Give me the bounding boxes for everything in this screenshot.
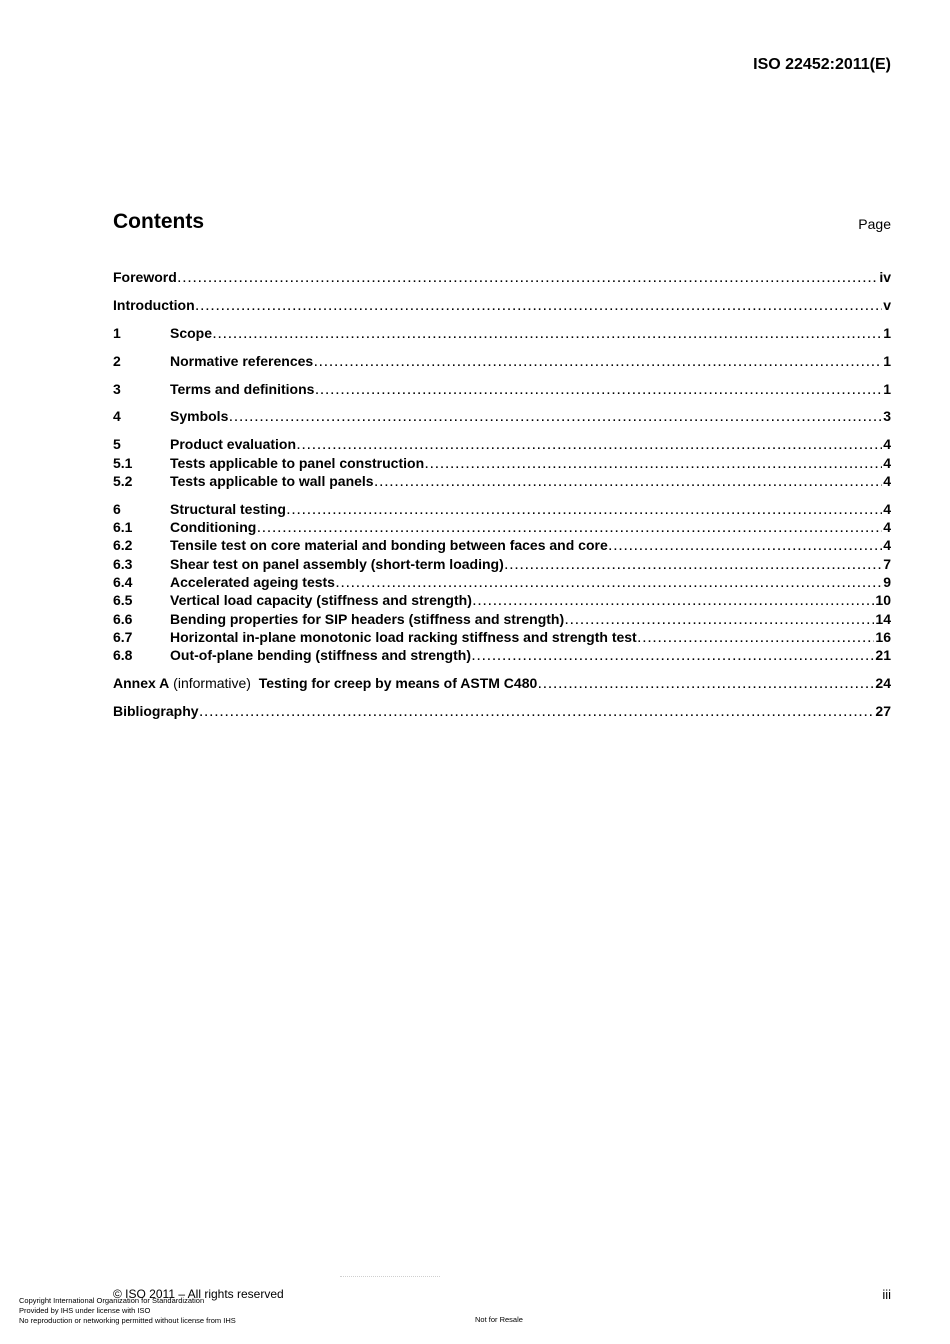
dot-leader xyxy=(315,380,882,398)
toc-entry-title: Tensile test on core material and bonding between faces and core xyxy=(170,537,608,554)
footer-copyright: © ISO 2011 – All rights reserved xyxy=(113,1287,284,1301)
toc-entry-number: 6.6 xyxy=(113,610,133,627)
toc-entry-title: Symbols xyxy=(170,408,229,425)
toc-entry-page: 4 xyxy=(883,537,891,554)
toc-entry-title: Normative references xyxy=(170,352,314,369)
toc-entry-title: Shear test on panel assembly (short-term loading) xyxy=(170,555,504,572)
dot-leader xyxy=(314,352,882,370)
toc-entry[interactable] xyxy=(113,407,891,425)
toc-entry-bibliography[interactable] xyxy=(113,702,891,720)
dot-leader xyxy=(472,646,874,664)
dot-leader xyxy=(297,435,882,453)
toc-entry[interactable] xyxy=(113,628,891,646)
toc-entry-title: Tests applicable to panel construction xyxy=(170,454,425,471)
toc-entry-page: 4 xyxy=(883,519,891,536)
toc-entry-number: 5.2 xyxy=(113,472,133,489)
table-of-contents xyxy=(113,268,891,720)
license-line: No reproduction or networking permitted without license from IHS xyxy=(19,1316,236,1325)
toc-entry-page: 27 xyxy=(875,702,891,719)
dot-leader xyxy=(375,472,883,490)
dot-leader xyxy=(538,674,874,692)
document-id: ISO 22452:2011(E) xyxy=(753,56,891,73)
license-line: Provided by IHS under license with ISO xyxy=(19,1306,151,1315)
license-notice xyxy=(19,1296,236,1326)
toc-entry-page: iv xyxy=(879,269,891,285)
dot-leader xyxy=(565,610,874,628)
toc-entry-page: 21 xyxy=(875,647,891,664)
dot-leader xyxy=(178,268,879,286)
toc-entry-page: 4 xyxy=(883,436,891,453)
toc-entry-title: Out-of-plane bending (stiffness and strength) xyxy=(170,647,471,664)
dot-leader xyxy=(213,324,882,342)
toc-entry-number: 5.1 xyxy=(113,454,133,471)
toc-entry-page: 4 xyxy=(883,472,891,489)
toc-entry-page: 10 xyxy=(875,592,891,609)
toc-entry-title: Tests applicable to wall panels xyxy=(170,472,374,489)
toc-entry-page: 4 xyxy=(883,454,891,471)
toc-entry-page: 9 xyxy=(883,574,891,591)
toc-entry-number: 6.2 xyxy=(113,537,133,554)
toc-entry[interactable] xyxy=(113,472,891,490)
dot-leader xyxy=(229,407,882,425)
toc-entry[interactable] xyxy=(113,646,891,664)
dot-leader xyxy=(336,573,882,591)
toc-entry-title: Product evaluation xyxy=(170,436,297,453)
toc-entry-number: 6 xyxy=(113,500,121,517)
toc-entry-number: 6.7 xyxy=(113,628,133,645)
dot-leader xyxy=(200,702,875,720)
not-for-resale-notice: Not for Resale xyxy=(475,1315,523,1324)
toc-entry-page: 1 xyxy=(883,324,891,341)
toc-entry[interactable] xyxy=(113,268,891,286)
toc-entry[interactable] xyxy=(113,435,891,453)
toc-entry-title: Conditioning xyxy=(170,519,257,536)
toc-entry[interactable] xyxy=(113,380,891,398)
dot-leader xyxy=(473,591,875,609)
toc-entry-number: 6.3 xyxy=(113,555,133,572)
toc-entry[interactable] xyxy=(113,454,891,472)
toc-entry-page: 24 xyxy=(875,675,891,692)
toc-entry[interactable] xyxy=(113,610,891,628)
toc-entry-annex-a[interactable] xyxy=(113,674,891,692)
toc-entry-title: Annex A (informative) Testing for creep by means of ASTM C480 xyxy=(113,675,538,692)
toc-entry[interactable] xyxy=(113,591,891,609)
dot-leader xyxy=(609,536,882,554)
toc-entry-page: 16 xyxy=(875,628,891,645)
toc-entry-page: 14 xyxy=(875,610,891,627)
toc-entry[interactable] xyxy=(113,518,891,536)
toc-entry-page: 3 xyxy=(883,408,891,425)
toc-entry-number: 4 xyxy=(113,408,121,425)
toc-entry-number: 3 xyxy=(113,380,121,397)
toc-entry-page: v xyxy=(883,296,891,313)
toc-entry[interactable] xyxy=(113,352,891,370)
toc-entry-page: 4 xyxy=(883,500,891,517)
dot-leader xyxy=(257,518,882,536)
toc-entry-number: 1 xyxy=(113,324,121,341)
toc-entry-number: 6.8 xyxy=(113,647,133,664)
toc-entry-title: Accelerated ageing tests xyxy=(170,574,335,591)
faint-watermark-line xyxy=(340,1276,440,1278)
toc-entry-number: 6.5 xyxy=(113,592,133,609)
dot-leader xyxy=(638,628,875,646)
toc-entry-title: Structural testing xyxy=(170,500,286,517)
toc-entry-title: Terms and definitions xyxy=(170,380,315,397)
toc-entry-number: 5 xyxy=(113,436,121,453)
toc-entry-title: Horizontal in-plane monotonic load racking stiffness and strength test xyxy=(170,628,637,645)
toc-entry-page: 1 xyxy=(883,352,891,369)
dot-leader xyxy=(505,555,882,573)
dot-leader xyxy=(287,500,882,518)
toc-entry[interactable] xyxy=(113,324,891,342)
toc-entry-title: Introduction xyxy=(113,296,195,313)
toc-entry-title: Scope xyxy=(170,324,213,341)
toc-entry-number: 6.1 xyxy=(113,519,133,536)
toc-entry[interactable] xyxy=(113,573,891,591)
toc-entry-title: Bending properties for SIP headers (stiffness and strength) xyxy=(170,610,565,627)
dot-leader xyxy=(425,454,882,472)
toc-entry-page: 1 xyxy=(883,380,891,397)
toc-entry-number: 2 xyxy=(113,352,121,369)
toc-entry-title: Foreword xyxy=(113,269,177,285)
toc-entry-number: 6.4 xyxy=(113,574,133,591)
toc-entry[interactable] xyxy=(113,555,891,573)
footer-page-number: iii xyxy=(882,1287,891,1302)
toc-entry[interactable] xyxy=(113,500,891,518)
toc-entry-page: 7 xyxy=(883,555,891,572)
contents-heading: Contents xyxy=(113,210,204,233)
toc-entry[interactable] xyxy=(113,536,891,554)
page-column-label: Page xyxy=(858,216,891,232)
license-line: Copyright International Organization for Standardization xyxy=(19,1296,205,1305)
toc-entry-title: Vertical load capacity (stiffness and strength) xyxy=(170,592,472,609)
dot-leader xyxy=(196,296,883,314)
toc-entry-title: Bibliography xyxy=(113,702,199,719)
toc-entry[interactable] xyxy=(113,296,891,314)
